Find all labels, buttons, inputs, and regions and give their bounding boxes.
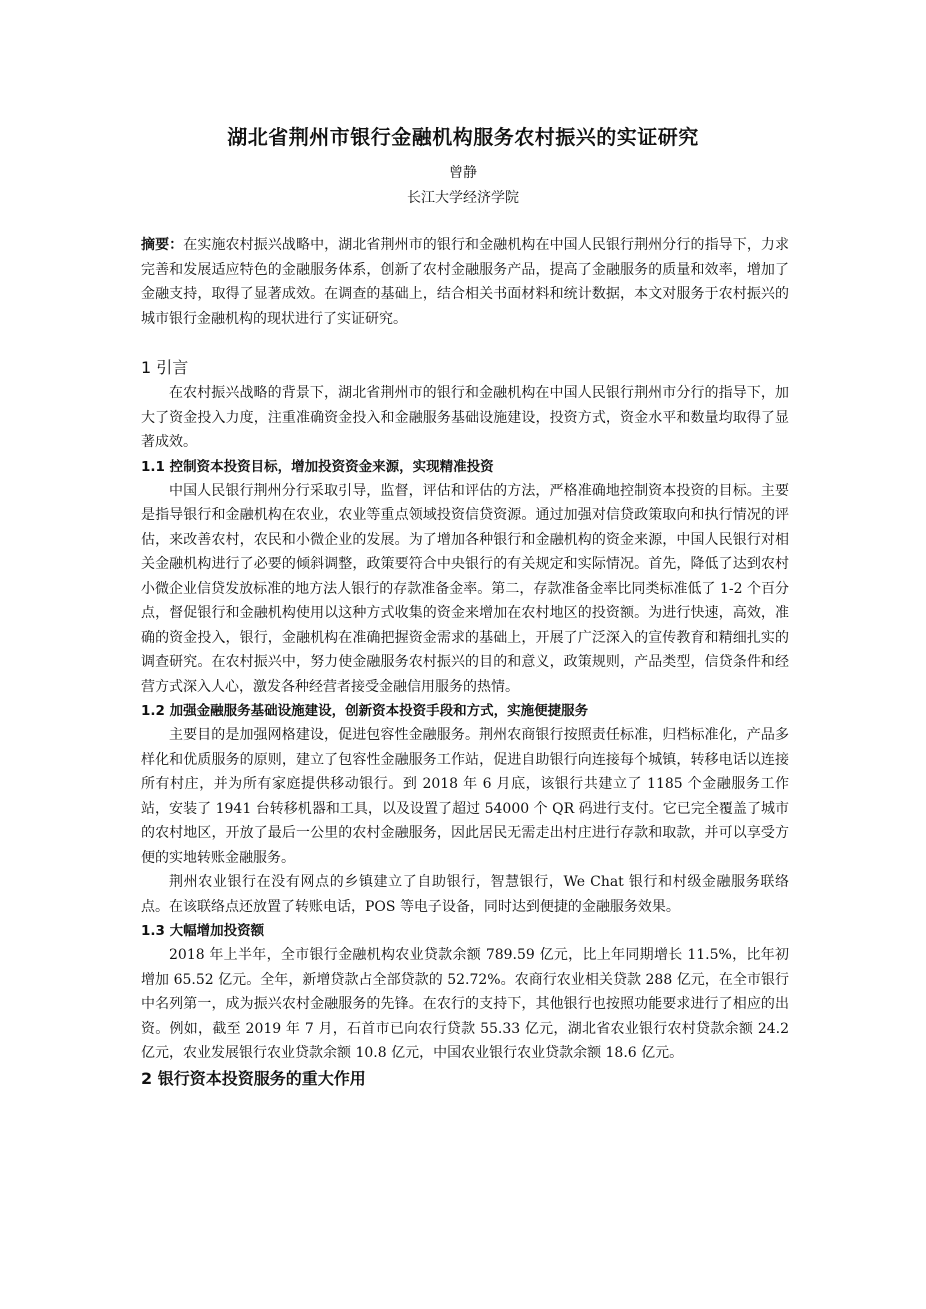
section-heading-1-3: 1.3 大幅增加投资额 xyxy=(141,923,265,939)
section-1-2-paragraph-2: 荆州农业银行在没有网点的乡镇建立了自助银行，智慧银行，We Chat 银行和村级金融服务联络点。在该联络点还放置了转账电话，POS 等电子设备，同时达到便捷的金融服务效果。 xyxy=(141,874,789,915)
paper-affiliation: 长江大学经济学院 xyxy=(407,190,519,206)
paper-body xyxy=(141,355,789,1092)
section-heading-2 xyxy=(141,1066,789,1092)
abstract xyxy=(141,233,789,331)
paper-author: 曾静 xyxy=(449,165,477,181)
abstract-text: 在实施农村振兴战略中，湖北省荆州市的银行和金融机构在中国人民银行荆州分行的指导下，力求完善和发展适应特色的金融服务体系，创新了农村金融服务产品，提高了金融服务的质量和效率，增加了金融支持，取得了显著成效。在调查的基础上，结合相关书面材料和统计数据，本文对服务于农村振兴的城市银行金融机构的现状进行了实证研究。 xyxy=(141,237,790,327)
section-1-3-paragraph: 2018 年上半年，全市银行金融机构农业贷款余额 789.59 亿元，比上年同期增长 11.5%，比年初增加 65.52 亿元。全年，新增贷款占全部贷款的 52.72%。农商行农业相关贷款 288 亿元，在全市银行中名列第一，成为振兴农村金融服务的先锋。在农行的支持下，其他银行也按照功能要求进行了相应的出资。例如，截至 2019 年 7 月，石首市已向农行贷款 55.33 亿元，湖北省农业银行农村贷款余额 24.2 亿元，农业发展银行农业贷款余额 10.8 亿元，中国农业银行农业贷款余额 18.6 亿元。 xyxy=(141,947,789,1061)
section-1-1-paragraph: 中国人民银行荆州分行采取引导，监督，评估和评估的方法，严格准确地控制资本投资的目标。主要是指导银行和金融机构在农业，农业等重点领域投资信贷资源。通过加强对信贷政策取向和执行情况的评估，来改善农村，农民和小微企业的发展。为了增加各种银行和金融机构的资金来源，中国人民银行对相关金融机构进行了必要的倾斜调整，政策要符合中央银行的有关规定和实际情况。首先，降低了达到农村小微企业信贷发放标准的地方法人银行的存款准备金率。第二，存款准备金率比同类标准低了 1-2 个百分点，督促银行和金融机构使用以这种方式收集的资金来增加在农村地区的投资额。为进行快速，高效，准确的资金投入，银行，金融机构在准确把握资金需求的基础上，开展了广泛深入的宣传教育和精细扎实的调查研究。在农村振兴中，努力使金融服务农村振兴的目的和意义，政策规则，产品类型，信贷条件和经营方式深入人心，激发各种经营者接受金融信用服务的热情。 xyxy=(141,482,789,695)
section-heading-1: 1 引言 xyxy=(141,358,189,377)
paper-title: 湖北省荆州市银行金融机构服务农村振兴的实证研究 xyxy=(227,125,699,149)
section-heading-1-1: 1.1 控制资本投资目标，增加投资资金来源，实现精准投资 xyxy=(141,458,494,475)
abstract-label: 摘要： xyxy=(141,237,184,253)
section-heading-2-text: 2 银行资本投资服务的重大作用 xyxy=(141,1068,366,1088)
section-heading-1-2: 1.2 加强金融服务基础设施建设，创新资本投资手段和方式，实施便捷服务 xyxy=(141,703,589,719)
section-1-2-paragraph-1: 主要目的是加强网格建设，促进包容性金融服务。荆州农商银行按照责任标准，归档标准化，产品多样化和优质服务的原则，建立了包容性金融服务工作站，促进自助银行向连接每个城镇，转移电话以连接所有村庄，并为所有家庭提供移动银行。到 2018 年 6 月底，该银行共建立了 1185 个金融服务工作站，安装了 1941 台转移机器和工具，以及设置了超过 54000 个 QR 码进行支付。它已完全覆盖了城市的农村地区，开放了最后一公里的农村金融服务，因此居民无需走出村庄进行存款和取款，并可以享受方便的实地转账金融服务。 xyxy=(141,727,789,866)
section-1-paragraph: 在农村振兴战略的背景下，湖北省荆州市的银行和金融机构在中国人民银行荆州市分行的指导下，加大了资金投入力度，注重准确资金投入和金融服务基础设施建设，投资方式，资金水平和数量均取得了显著成效。 xyxy=(141,385,789,450)
